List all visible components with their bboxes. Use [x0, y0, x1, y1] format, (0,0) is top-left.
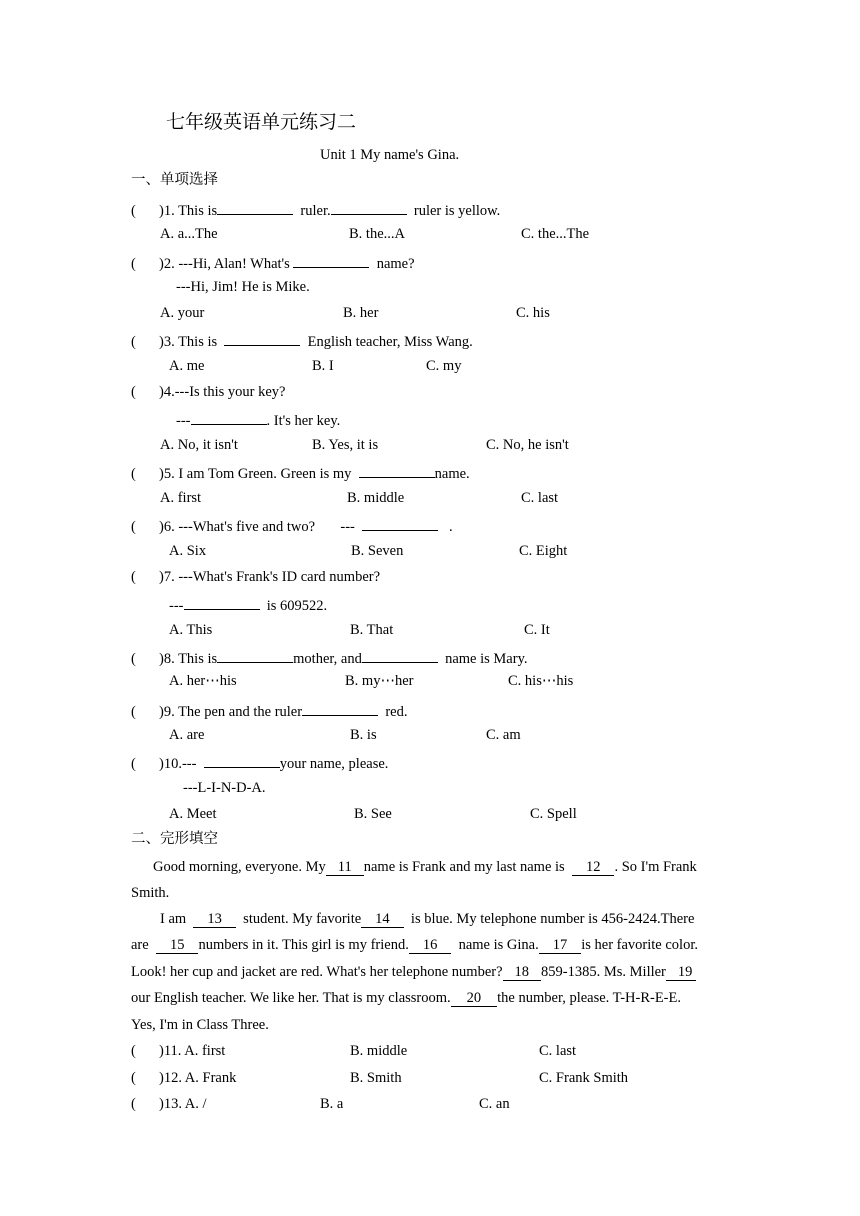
question-5: ( )5. I am Tom Green. Green is my name. [131, 462, 470, 483]
blank-11[interactable]: 11 [326, 859, 364, 876]
question-3: ( )3. This is English teacher, Miss Wang. [131, 330, 473, 351]
option-b[interactable]: B. Seven [351, 543, 404, 559]
answer-blank[interactable] [331, 199, 407, 215]
option-c[interactable]: C. last [521, 490, 559, 506]
option-b[interactable]: B. her [343, 305, 379, 321]
question-10: ( )10.--- your name, please. [131, 752, 388, 773]
question-4-line2: --- . It's her key. [176, 409, 340, 430]
option-b[interactable]: B. a [320, 1096, 344, 1112]
option-c[interactable]: C. an [479, 1096, 510, 1112]
question-10-line2: ---L-I-N-D-A. [183, 780, 266, 796]
blank-18[interactable]: 18 [503, 964, 542, 981]
unit-subtitle: Unit 1 My name's Gina. [320, 147, 460, 163]
blank-17[interactable]: 17 [539, 937, 582, 954]
option-a[interactable]: A. me [169, 358, 205, 374]
option-c[interactable]: C. his⋯his [508, 673, 574, 689]
option-a[interactable]: A. Meet [169, 806, 217, 822]
option-b[interactable]: B. the...A [349, 226, 405, 242]
option-c[interactable]: C. his [516, 305, 550, 321]
question-12: ( )12. A. Frank [131, 1070, 237, 1086]
option-c[interactable]: C. last [539, 1043, 577, 1059]
option-a[interactable]: A. a...The [160, 226, 218, 242]
passage-line-7: Yes, I'm in Class Three. [131, 1017, 269, 1033]
question-7: ( )7. ---What's Frank's ID card number? [131, 569, 381, 585]
question-4: ( )4.---Is this your key? [131, 384, 286, 400]
passage-line-2: Smith. [131, 885, 170, 901]
section-heading-1: 一、单项选择 [131, 172, 218, 188]
blank-16[interactable]: 16 [409, 937, 452, 954]
question-6: ( )6. ---What's five and two? --- . [131, 515, 453, 536]
option-b[interactable]: B. Yes, it is [312, 437, 379, 453]
answer-blank[interactable] [217, 199, 293, 215]
answer-blank[interactable] [191, 409, 267, 425]
option-c[interactable]: C. my [426, 358, 462, 374]
option-a[interactable]: A. No, it isn't [160, 437, 238, 453]
answer-blank[interactable] [184, 594, 260, 610]
blank-13[interactable]: 13 [193, 911, 236, 928]
option-c[interactable]: C. am [486, 727, 521, 743]
blank-14[interactable]: 14 [361, 911, 404, 928]
question-2-line2: ---Hi, Jim! He is Mike. [176, 279, 310, 295]
option-b[interactable]: B. I [312, 358, 334, 374]
page-title: 七年级英语单元练习二 [166, 112, 357, 133]
option-a[interactable]: A. first [160, 490, 202, 506]
answer-blank[interactable] [362, 647, 438, 663]
option-a[interactable]: A. your [160, 305, 205, 321]
passage-line-1: Good morning, everyone. My 11 name is Frank and my last name is 12 . So I'm Frank [153, 859, 697, 875]
option-b[interactable]: B. Smith [350, 1070, 402, 1086]
blank-12[interactable]: 12 [572, 859, 615, 876]
option-c[interactable]: C. Eight [519, 543, 568, 559]
question-7-line2: --- is 609522. [169, 594, 327, 615]
option-a[interactable]: A. her⋯his [169, 673, 237, 689]
question-9: ( )9. The pen and the ruler red. [131, 700, 407, 721]
answer-blank[interactable] [204, 752, 280, 768]
passage-line-4: are 15 numbers in it. This girl is my friend. 16 name is Gina. 17 is her favorite color. [131, 937, 698, 953]
option-b[interactable]: B. my⋯her [345, 673, 414, 689]
answer-blank[interactable] [359, 462, 435, 478]
blank-20[interactable]: 20 [451, 990, 498, 1007]
question-8: ( )8. This is mother, and name is Mary. [131, 647, 528, 668]
option-a[interactable]: A. are [169, 727, 205, 743]
option-b[interactable]: B. That [350, 622, 394, 638]
passage-line-6: our English teacher. We like her. That is my classroom. 20 the number, please. T-H-R-E-E. [131, 990, 681, 1006]
option-c[interactable]: C. the...The [521, 226, 590, 242]
question-2: ( )2. ---Hi, Alan! What's name? [131, 252, 415, 273]
option-c[interactable]: C. It [524, 622, 550, 638]
answer-blank[interactable] [293, 252, 369, 268]
option-b[interactable]: B. middle [347, 490, 405, 506]
option-a[interactable]: A. Six [169, 543, 207, 559]
answer-blank[interactable] [302, 700, 378, 716]
option-c[interactable]: C. Spell [530, 806, 577, 822]
answer-blank[interactable] [362, 515, 438, 531]
option-b[interactable]: B. middle [350, 1043, 408, 1059]
option-c[interactable]: C. Frank Smith [539, 1070, 629, 1086]
passage-line-5: Look! her cup and jacket are red. What's her telephone number? 18 859-1385. Ms. Miller 19 [131, 963, 696, 981]
option-c[interactable]: C. No, he isn't [486, 437, 569, 453]
option-a[interactable]: A. This [169, 622, 213, 638]
section-heading-2: 二、完形填空 [131, 831, 218, 847]
question-13: ( )13. A. / [131, 1096, 207, 1112]
option-b[interactable]: B. See [354, 806, 392, 822]
answer-blank[interactable] [224, 330, 300, 346]
option-b[interactable]: B. is [350, 727, 377, 743]
blank-15[interactable]: 15 [156, 937, 199, 954]
answer-blank[interactable] [217, 647, 293, 663]
passage-line-3: I am 13 student. My favorite 14 is blue. My telephone number is 456-2424.There [160, 911, 695, 927]
question-11: ( )11. A. first [131, 1043, 226, 1059]
blank-19[interactable]: 19 [666, 964, 697, 981]
question-1: ( )1. This is ruler. ruler is yellow. [131, 199, 500, 220]
